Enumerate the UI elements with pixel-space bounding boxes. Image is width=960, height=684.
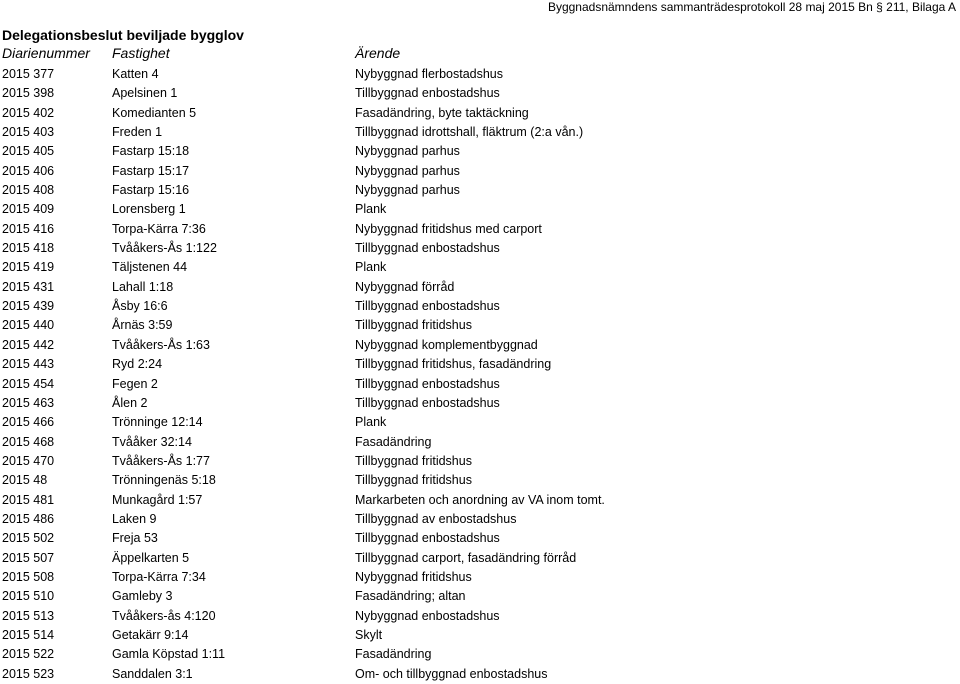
cell-diarienummer: 2015 418 [2, 241, 55, 256]
cell-arende: Tillbyggnad fritidshus [355, 453, 472, 468]
cell-arende: Nybyggnad parhus [355, 144, 460, 159]
cell-diarienummer: 2015 513 [2, 608, 55, 623]
table-row [0, 607, 960, 626]
cell-arende: Fasadändring [355, 647, 432, 662]
decision-list [0, 65, 960, 684]
cell-arende: Om- och tillbyggnad enbostadshus [355, 666, 548, 681]
cell-diarienummer: 2015 463 [2, 395, 55, 410]
cell-arende: Tillbyggnad enbostadshus [355, 299, 500, 314]
cell-arende: Tillbyggnad fritidshus, fasadändring [355, 357, 552, 372]
cell-diarienummer: 2015 377 [2, 67, 55, 81]
cell-arende: Plank [355, 202, 387, 217]
cell-fastighet: Munkagård 1:57 [112, 492, 203, 507]
column-header-diarienummer: Diarienummer [2, 45, 90, 61]
cell-diarienummer: 2015 48 [2, 473, 48, 488]
cell-diarienummer: 2015 510 [2, 589, 55, 604]
table-row [0, 645, 960, 664]
cell-fastighet: Tvååkers-Ås 1:77 [112, 453, 210, 468]
cell-fastighet: Tvååkers-Ås 1:122 [112, 241, 217, 256]
table-row [0, 433, 960, 452]
cell-fastighet: Tvååkers-ås 4:120 [112, 608, 216, 623]
table-row [0, 84, 960, 103]
cell-diarienummer: 2015 507 [2, 550, 55, 565]
table-row [0, 375, 960, 394]
cell-arende: Tillbyggnad av enbostadshus [355, 511, 517, 526]
cell-fastighet: Fastarp 15:18 [112, 144, 190, 159]
cell-fastighet: Äppelkarten 5 [112, 550, 190, 565]
cell-fastighet: Fastarp 15:17 [112, 163, 190, 178]
table-row [0, 529, 960, 548]
cell-diarienummer: 2015 403 [2, 125, 55, 140]
cell-arende: Tillbyggnad enbostadshus [355, 86, 500, 101]
cell-diarienummer: 2015 443 [2, 357, 55, 372]
cell-diarienummer: 2015 416 [2, 221, 55, 236]
cell-fastighet: Ryd 2:24 [112, 357, 163, 372]
table-row [0, 200, 960, 219]
table-row [0, 665, 960, 684]
table-row [0, 65, 960, 84]
cell-arende: Tillbyggnad enbostadshus [355, 395, 500, 410]
cell-diarienummer: 2015 454 [2, 376, 55, 391]
cell-fastighet: Freja 53 [112, 531, 158, 546]
cell-fastighet: Getakärr 9:14 [112, 627, 189, 642]
cell-diarienummer: 2015 481 [2, 492, 55, 507]
cell-diarienummer: 2015 408 [2, 183, 55, 198]
table-row [0, 142, 960, 161]
cell-arende: Skylt [355, 627, 383, 642]
cell-diarienummer: 2015 522 [2, 647, 55, 662]
cell-fastighet: Gamleby 3 [112, 589, 173, 604]
table-row [0, 452, 960, 471]
document-title: Delegationsbeslut beviljade bygglov [2, 27, 244, 43]
cell-diarienummer: 2015 502 [2, 531, 55, 546]
cell-diarienummer: 2015 439 [2, 299, 55, 314]
cell-arende: Plank [355, 260, 387, 275]
cell-fastighet: Täljstenen 44 [112, 260, 188, 275]
table-row [0, 258, 960, 277]
cell-arende: Fasadändring; altan [355, 589, 466, 604]
table-row [0, 587, 960, 606]
cell-fastighet: Årnäs 3:59 [112, 318, 173, 333]
table-row [0, 336, 960, 355]
cell-arende: Nybyggnad komplementbyggnad [355, 337, 538, 352]
cell-fastighet: Tvååkers-Ås 1:63 [112, 337, 210, 352]
table-row [0, 471, 960, 490]
cell-fastighet: Ålen 2 [112, 395, 148, 410]
cell-diarienummer: 2015 466 [2, 415, 55, 430]
cell-fastighet: Torpa-Kärra 7:36 [112, 221, 206, 236]
table-row [0, 123, 960, 142]
cell-fastighet: Tvååker 32:14 [112, 434, 192, 449]
table-row [0, 316, 960, 335]
cell-arende: Tillbyggnad fritidshus [355, 318, 472, 333]
table-row [0, 394, 960, 413]
cell-arende: Tillbyggnad idrottshall, fläktrum (2:a vån.) [355, 125, 584, 140]
table-row [0, 413, 960, 432]
column-header-arende: Ärende [355, 45, 401, 61]
cell-fastighet: Åsby 16:6 [112, 299, 168, 314]
cell-diarienummer: 2015 398 [2, 86, 55, 101]
cell-fastighet: Trönninge 12:14 [112, 415, 203, 430]
cell-arende: Tillbyggnad enbostadshus [355, 376, 500, 391]
table-row [0, 626, 960, 645]
cell-diarienummer: 2015 402 [2, 105, 55, 120]
cell-arende: Nybyggnad flerbostadshus [355, 67, 504, 81]
cell-fastighet: Trönningenäs 5:18 [112, 473, 216, 488]
cell-fastighet: Fegen 2 [112, 376, 158, 391]
cell-fastighet: Apelsinen 1 [112, 86, 178, 101]
cell-diarienummer: 2015 508 [2, 569, 55, 584]
cell-arende: Plank [355, 415, 387, 430]
table-row [0, 162, 960, 181]
cell-diarienummer: 2015 523 [2, 666, 55, 681]
cell-arende: Markarbeten och anordning av VA inom tomt. [355, 492, 605, 507]
table-row [0, 181, 960, 200]
cell-fastighet: Freden 1 [112, 125, 163, 140]
cell-fastighet: Gamla Köpstad 1:11 [112, 647, 226, 662]
cell-diarienummer: 2015 486 [2, 511, 55, 526]
cell-arende: Fasadändring [355, 434, 432, 449]
cell-arende: Nybyggnad parhus [355, 163, 460, 178]
table-row [0, 491, 960, 510]
cell-arende: Nybyggnad fritidshus med carport [355, 221, 542, 236]
cell-fastighet: Katten 4 [112, 67, 159, 81]
cell-diarienummer: 2015 405 [2, 144, 55, 159]
cell-fastighet: Lahall 1:18 [112, 279, 174, 294]
cell-diarienummer: 2015 406 [2, 163, 55, 178]
cell-diarienummer: 2015 514 [2, 627, 55, 642]
table-row [0, 510, 960, 529]
cell-fastighet: Fastarp 15:16 [112, 183, 190, 198]
cell-diarienummer: 2015 431 [2, 279, 55, 294]
cell-fastighet: Sanddalen 3:1 [112, 666, 193, 681]
table-row [0, 568, 960, 587]
cell-diarienummer: 2015 470 [2, 453, 55, 468]
cell-arende: Nybyggnad enbostadshus [355, 608, 500, 623]
cell-diarienummer: 2015 468 [2, 434, 55, 449]
cell-arende: Nybyggnad parhus [355, 183, 460, 198]
cell-arende: Nybyggnad förråd [355, 279, 455, 294]
cell-arende: Fasadändring, byte taktäckning [355, 105, 529, 120]
cell-fastighet: Torpa-Kärra 7:34 [112, 569, 206, 584]
cell-fastighet: Lorensberg 1 [112, 202, 186, 217]
cell-fastighet: Komedianten 5 [112, 105, 197, 120]
cell-diarienummer: 2015 442 [2, 337, 55, 352]
column-header-fastighet: Fastighet [112, 45, 170, 61]
table-row [0, 297, 960, 316]
cell-arende: Nybyggnad fritidshus [355, 569, 472, 584]
table-row [0, 549, 960, 568]
page-header: Byggnadsnämndens sammanträdesprotokoll 28 maj 2015 Bn § 211, Bilaga A [547, 0, 956, 14]
cell-fastighet: Laken 9 [112, 511, 157, 526]
cell-arende: Tillbyggnad enbostadshus [355, 241, 500, 256]
cell-arende: Tillbyggnad carport, fasadändring förråd [355, 550, 577, 565]
cell-diarienummer: 2015 419 [2, 260, 55, 275]
table-row [0, 278, 960, 297]
table-row [0, 220, 960, 239]
cell-diarienummer: 2015 440 [2, 318, 55, 333]
cell-arende: Tillbyggnad fritidshus [355, 473, 472, 488]
table-row [0, 355, 960, 374]
cell-arende: Tillbyggnad enbostadshus [355, 531, 500, 546]
table-row [0, 104, 960, 123]
cell-diarienummer: 2015 409 [2, 202, 55, 217]
table-row [0, 239, 960, 258]
